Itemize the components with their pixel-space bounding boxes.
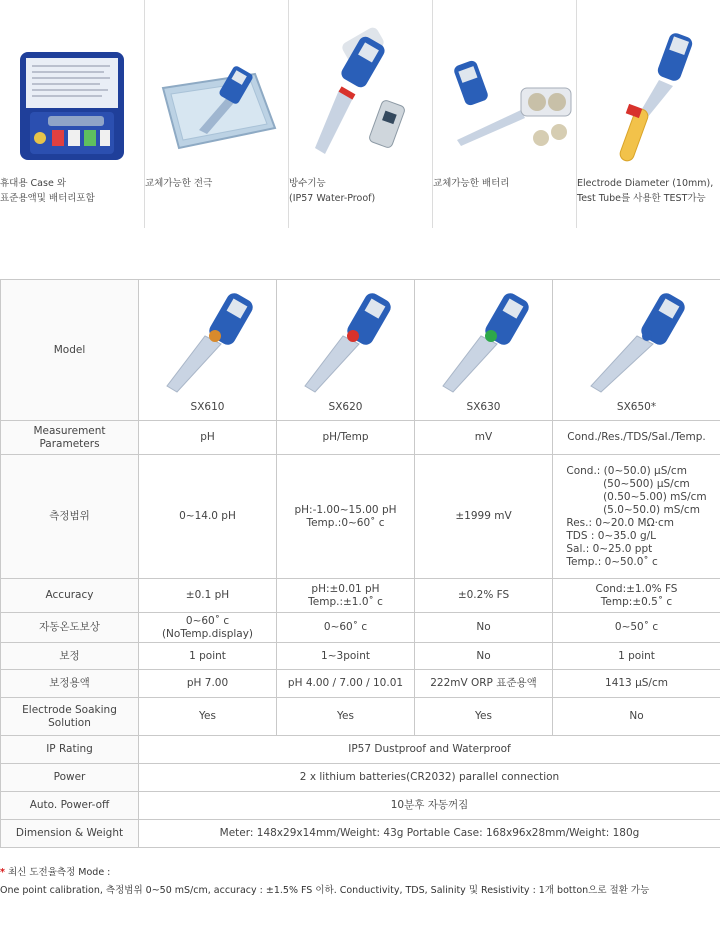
label-cal-solution: 보정용액	[1, 670, 139, 698]
meter-band-sx610	[209, 330, 221, 342]
meter-band-sx630	[485, 330, 497, 342]
test-tube-image	[581, 8, 717, 168]
model-name: SX650*	[616, 401, 657, 413]
row-range	[1, 455, 720, 579]
row-atc	[1, 613, 720, 643]
model-name: SX620	[328, 401, 363, 413]
cell-value: pH 7.00	[139, 670, 277, 698]
feature-strip	[0, 0, 720, 228]
cell-value: Meter: 148x29x14mm/Weight: 43g Portable Case: 168x96x28mm/Weight: 180g	[139, 820, 720, 848]
feature-replaceable-battery	[432, 0, 577, 228]
feature-replaceable-electrode	[144, 0, 289, 228]
cell-value: 0~60˚ c (NoTemp.display)	[139, 613, 277, 643]
cell-value: 1~3point	[277, 643, 415, 670]
footnote-title: 최신 도전율측정 Mode :	[8, 867, 111, 878]
model-cell-sx620	[277, 280, 415, 421]
range-list: Cond.: (0~50.0) μS/cm (50~500) μS/cm (0.50~5.00) mS/cm (5.0~50.0) mS/cm Res.: 0~20.0 MΩ·cm TDS : 0~35.0 g/L Sal.: 0~25.0 ppt Temp.: 0~50.0˚ c	[566, 464, 707, 568]
meter-sx610-image	[155, 288, 265, 396]
label-power: Power	[1, 764, 139, 792]
cell-value: Cond./Res./TDS/Sal./Temp.	[553, 421, 720, 455]
cell-value: Yes	[415, 698, 553, 736]
row-accuracy	[1, 579, 720, 613]
cell-value: 222mV ORP 표준용액	[415, 670, 553, 698]
feature-caption: 휴대용 Case 와 표준용액및 배터리포함	[0, 178, 95, 204]
feature-waterproof	[288, 0, 433, 228]
spec-table	[0, 279, 720, 848]
feature-caption: 교체가능한 배터리	[433, 178, 510, 189]
waterproof-meter-image	[293, 8, 429, 168]
cell-range-sx650	[553, 455, 720, 579]
cell-value: pH 4.00 / 7.00 / 10.01	[277, 670, 415, 698]
cell-value: mV	[415, 421, 553, 455]
footnote-body: One point calibration, 측정범위 0~50 mS/cm, accuracy : ±1.5% FS 이하. Conductivity, TDS, Salinity 및 Resistivity : 1개 botton으로 절환 가능	[0, 885, 650, 896]
label-dimension: Dimension & Weight	[1, 820, 139, 848]
row-cal-solution	[1, 670, 720, 698]
feature-caption: 방수기능 (IP57 Water-Proof)	[289, 178, 376, 204]
row-power	[1, 764, 720, 792]
model-name: SX610	[190, 401, 225, 413]
model-cell-sx630	[415, 280, 553, 421]
cell-value: IP57 Dustproof and Waterproof	[139, 736, 720, 764]
label-soaking: Electrode Soaking Solution	[1, 698, 139, 736]
cell-value: pH:-1.00~15.00 pH Temp.:0~60˚ c	[277, 455, 415, 579]
cell-value: 1 point	[553, 643, 720, 670]
cell-value: 1 point	[139, 643, 277, 670]
battery-replace-image	[437, 8, 573, 168]
asterisk-icon: *	[0, 867, 5, 878]
meter-band-sx650	[642, 331, 652, 341]
cell-value: pH/Temp	[277, 421, 415, 455]
cell-value: ±0.1 pH	[139, 579, 277, 613]
carrying-case-image	[4, 8, 140, 168]
cell-value: 2 x lithium batteries(CR2032) parallel connection	[139, 764, 720, 792]
meter-sx650-image	[569, 288, 709, 396]
cell-value: ±1999 mV	[415, 455, 553, 579]
label-model: Model	[1, 280, 139, 421]
cell-value: Yes	[139, 698, 277, 736]
cell-value: No	[415, 613, 553, 643]
label-measurement: Measurement Parameters	[1, 421, 139, 455]
meter-band-sx620	[347, 330, 359, 342]
cell-value: 0~14.0 pH	[139, 455, 277, 579]
label-calibration: 보정	[1, 643, 139, 670]
cell-value: No	[553, 698, 720, 736]
cell-value: No	[415, 643, 553, 670]
row-soaking	[1, 698, 720, 736]
cell-value: 0~60˚ c	[277, 613, 415, 643]
footnote-title-line	[0, 864, 720, 882]
cell-value: 0~50˚ c	[553, 613, 720, 643]
feature-test-tube	[576, 0, 720, 228]
meter-sx620-image	[293, 288, 403, 396]
label-atc: 자동온도보상	[1, 613, 139, 643]
cell-value: pH	[139, 421, 277, 455]
cell-value: Cond:±1.0% FS Temp:±0.5˚ c	[553, 579, 720, 613]
row-ip-rating	[1, 736, 720, 764]
feature-caption: 교체가능한 전극	[145, 178, 213, 189]
label-ip: IP Rating	[1, 736, 139, 764]
electrode-tray-image	[149, 8, 285, 168]
label-range: 측정범위	[1, 455, 139, 579]
label-auto-off: Auto. Power-off	[1, 792, 139, 820]
cell-value: ±0.2% FS	[415, 579, 553, 613]
meter-sx630-image	[431, 288, 541, 396]
cell-value: 1413 μS/cm	[553, 670, 720, 698]
label-accuracy: Accuracy	[1, 579, 139, 613]
row-dimension	[1, 820, 720, 848]
footnote	[0, 864, 720, 900]
feature-caption: Electrode Diameter (10mm), Test Tube를 사용한 TEST가능	[577, 178, 714, 204]
row-measurement	[1, 421, 720, 455]
cell-value: pH:±0.01 pH Temp.:±1.0˚ c	[277, 579, 415, 613]
row-calibration	[1, 643, 720, 670]
cell-value: 10분후 자동꺼짐	[139, 792, 720, 820]
model-name: SX630	[466, 401, 501, 413]
row-model	[1, 280, 720, 421]
feature-carrying-case	[0, 0, 144, 228]
row-auto-off	[1, 792, 720, 820]
model-cell-sx610	[139, 280, 277, 421]
cell-value: Yes	[277, 698, 415, 736]
model-cell-sx650	[553, 280, 720, 421]
